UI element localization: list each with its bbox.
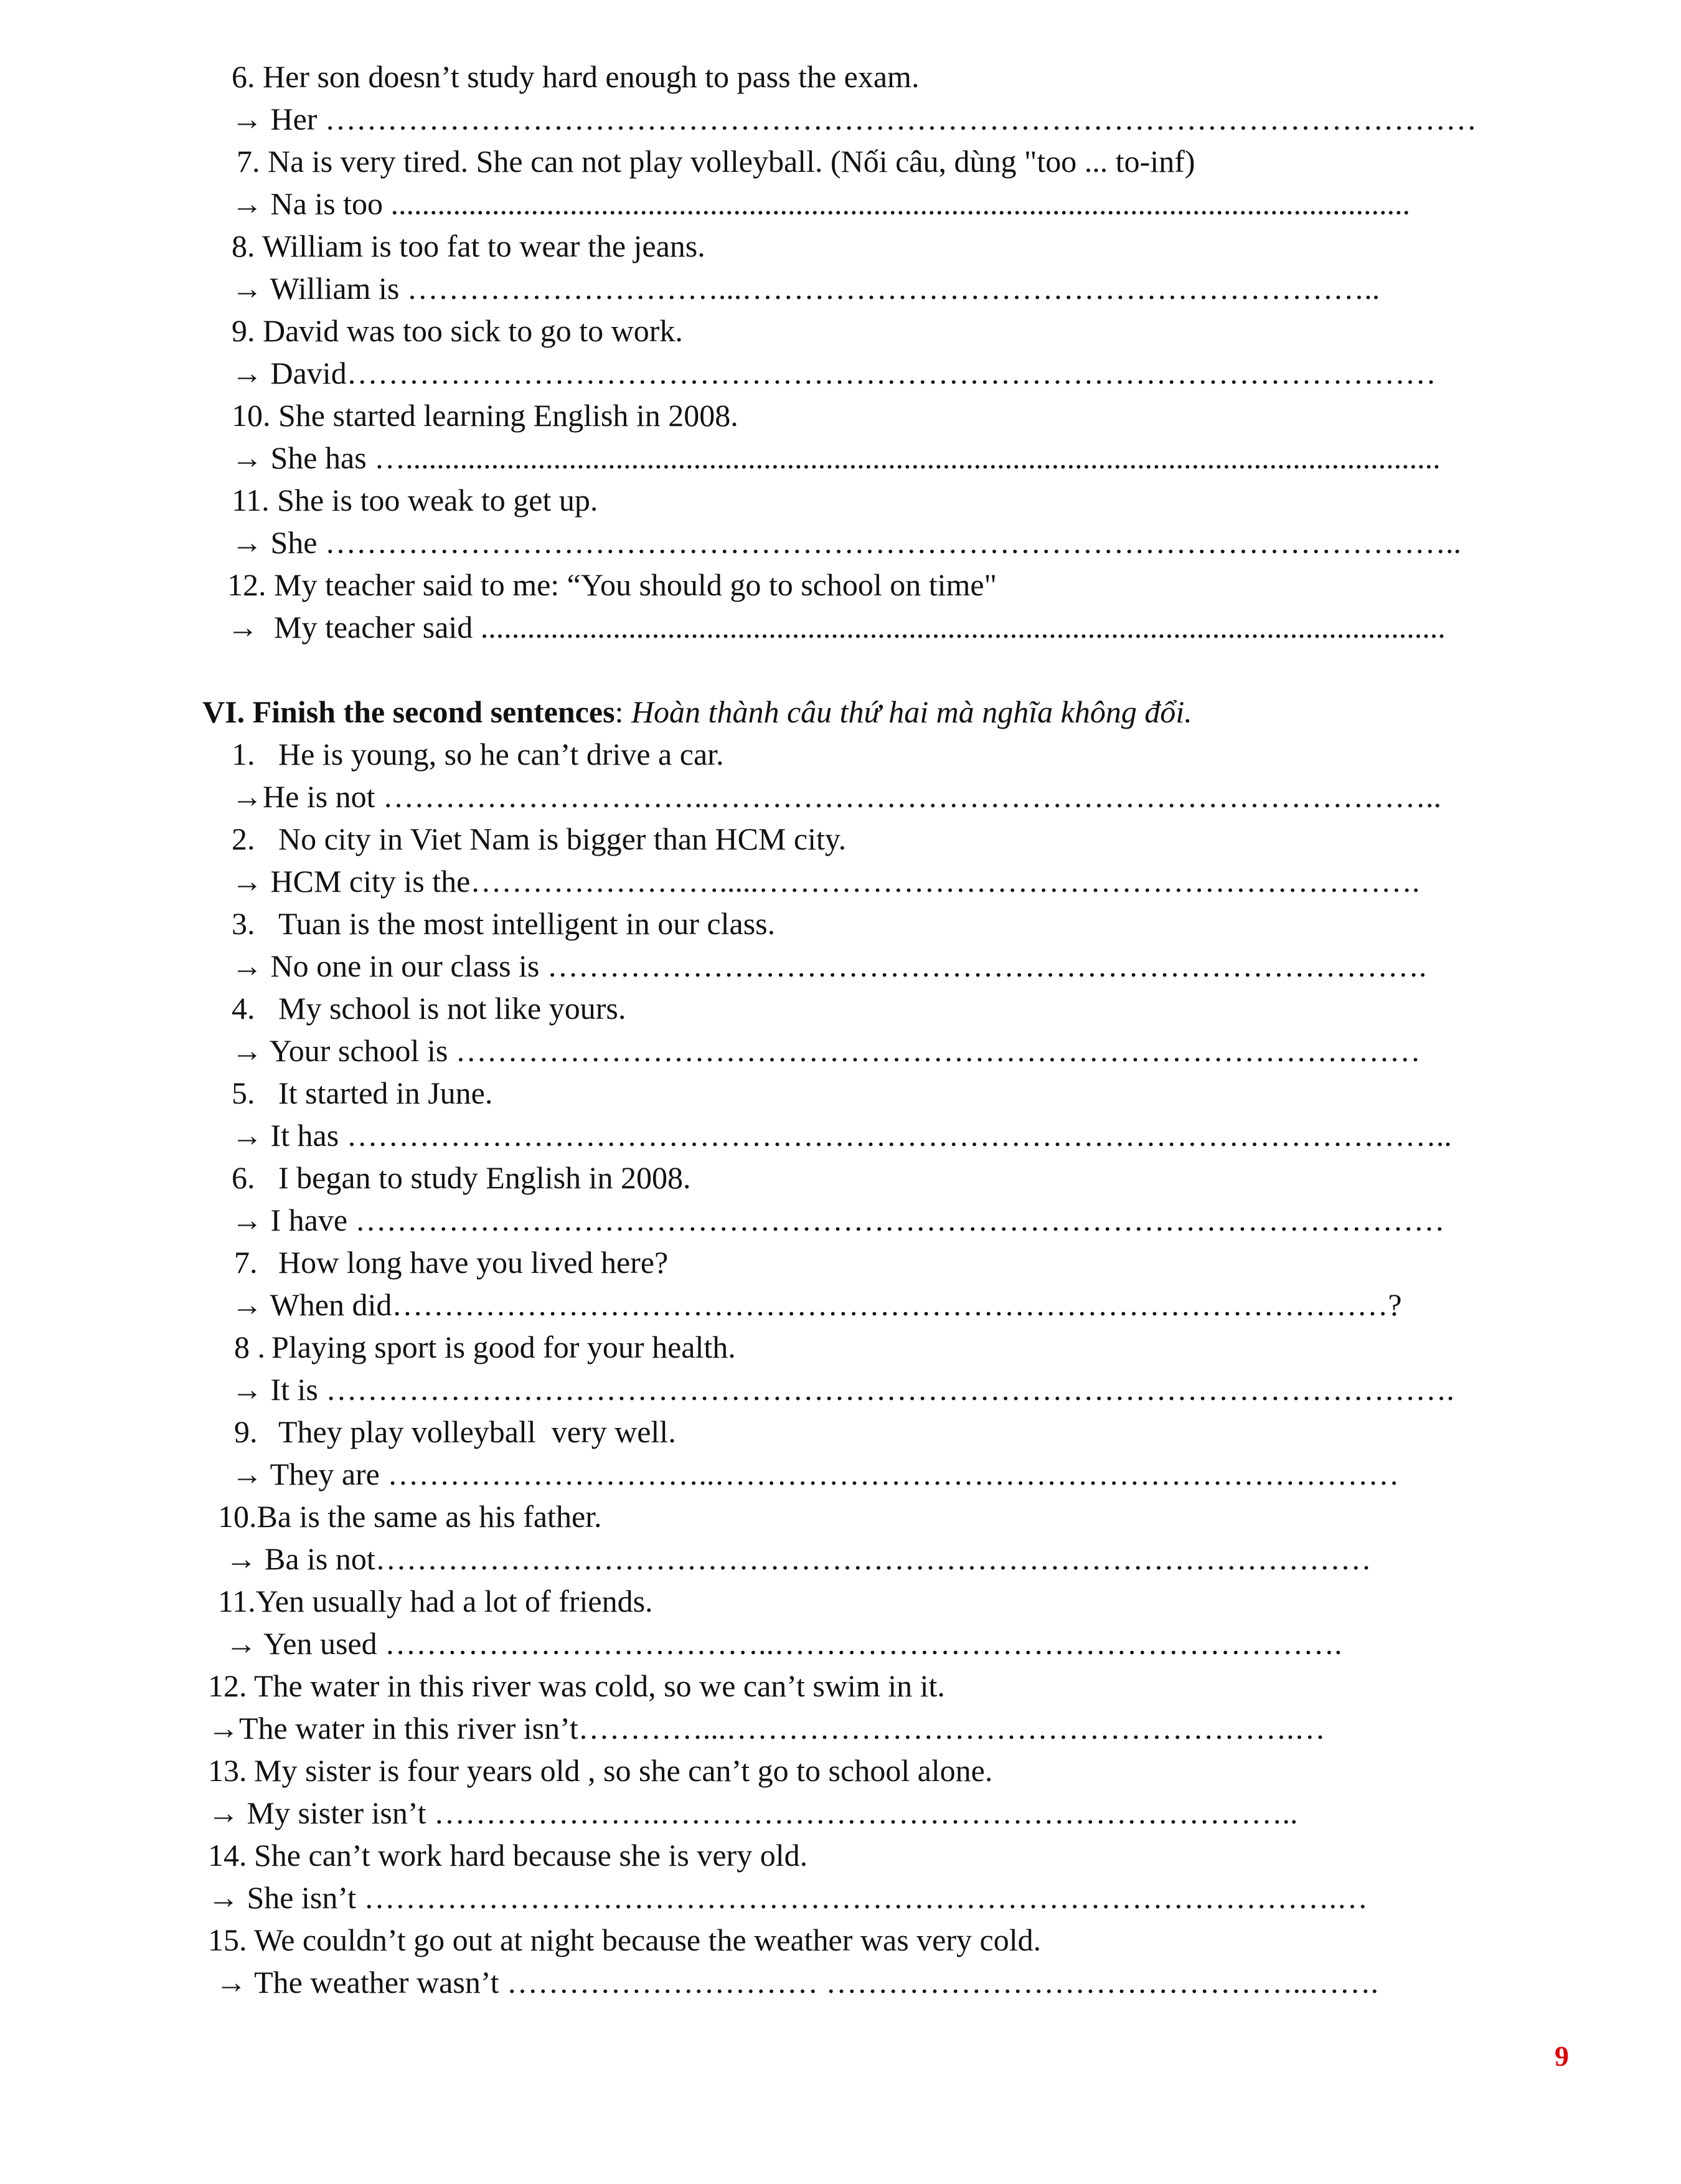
exercise-question: 6. Her son doesn’t study hard enough to pass the exam. (232, 59, 920, 94)
exercise-question (232, 990, 626, 1027)
exercise-question (218, 1582, 653, 1620)
exercise-question (208, 1837, 808, 1874)
page-number: 9 (1555, 2040, 1569, 2072)
exercise-question: 7. Na is very tired. She can not play volleyball. (Nối câu, dùng "too ... to-inf) (237, 144, 1195, 179)
question-number: 11. (218, 1584, 256, 1619)
exercise-question (232, 1074, 492, 1112)
exercise-question: 12. My teacher said to me: “You should go to school on time" (227, 567, 997, 602)
exercise-question: 11. She is too weak to get up. (232, 483, 598, 518)
question-text: My school is not like yours. (278, 991, 626, 1026)
answer-line: → When did……………………………………………………………………………………? (232, 1287, 1402, 1322)
exercise-question (232, 905, 775, 942)
exercise-question: 9. David was too sick to go to work. (232, 313, 683, 348)
question-number: 4. (232, 991, 255, 1026)
question-number: 10. (218, 1499, 257, 1534)
question-number: 1. (232, 737, 255, 772)
answer-line: → No one in our class is …………………………………………………………………………. (232, 948, 1427, 983)
question-text: My sister is four years old , so she can’t go to school alone. (254, 1753, 993, 1788)
section-separator: : (614, 694, 631, 729)
section-instruction: Hoàn thành câu thứ hai mà nghĩa không đổi. (631, 694, 1192, 729)
answer-line: → David…………………………………………………………………………………………… (232, 356, 1436, 390)
answer-line: → Ba is not…………………………………………………………………………………… (218, 1541, 1372, 1576)
exercise-question (208, 1667, 945, 1704)
question-text: No city in Viet Nam is bigger than HCM city. (278, 821, 847, 856)
answer-line: → She isn’t ………………………………………………………………………………….… (208, 1880, 1368, 1915)
answer-line: → Her ………………………………………………………………………………………………… (232, 102, 1477, 136)
question-text: Playing sport is good for your health. (271, 1330, 736, 1364)
exercise-question (208, 1921, 1041, 1959)
question-number: 5. (232, 1075, 255, 1110)
question-number: 3. (232, 906, 255, 941)
answer-line: → Yen used ………………………………..………………………………………………. (218, 1626, 1342, 1661)
question-text: He is young, so he can’t drive a car. (278, 737, 724, 772)
answer-line: → HCM city is the…………………….....………………………………………………………. (232, 864, 1420, 899)
exercise-question (234, 1328, 736, 1366)
question-text: She can’t work hard because she is very old. (254, 1838, 808, 1873)
section-heading (202, 693, 1192, 730)
answer-line: → They are …………………………..………………………………………………………… (232, 1457, 1400, 1491)
question-number: 7. (234, 1245, 258, 1280)
question-text: Tuan is the most intelligent in our class. (278, 906, 776, 941)
question-number: 15. (208, 1922, 247, 1957)
question-number: 8 . (234, 1330, 265, 1364)
exercise-question: 8. William is too fat to wear the jeans. (232, 229, 705, 263)
exercise-question: 10. She started learning English in 2008. (232, 398, 738, 433)
question-text: How long have you lived here? (278, 1245, 669, 1280)
answer-line: → Your school is ………………………………………………………………………………… (232, 1033, 1421, 1068)
section-title: VI. Finish the second sentences (202, 694, 615, 729)
question-number: 13. (208, 1753, 247, 1788)
answer-line: → It has …………………………………………………………………………………………….. (232, 1118, 1452, 1153)
question-number: 12. (208, 1668, 247, 1703)
exercise-question (208, 1752, 992, 1789)
answer-line: → My sister isn’t ………………….…………………………………………………….. (208, 1795, 1298, 1830)
exercise-question (234, 1244, 668, 1281)
exercise-question (234, 1413, 676, 1450)
answer-line: → She ……………………………………………………………………………………………….. (232, 525, 1461, 560)
question-text: The water in this river was cold, so we can’t swim in it. (254, 1668, 945, 1703)
exercise-question (232, 735, 724, 773)
question-text: Ba is the same as his father. (257, 1499, 602, 1534)
answer-line: → It is ………………………………………………………………………………………………. (232, 1372, 1454, 1407)
question-text: They play volleyball very well. (278, 1414, 676, 1449)
exercise-question (232, 1159, 690, 1196)
question-text: We couldn’t go out at night because the weather was very cold. (254, 1922, 1042, 1957)
answer-line: → I have …………………………………………………………………………………………… (232, 1203, 1445, 1237)
answer-line: →The water in this river isn’t…………...……………………………………………….… (208, 1711, 1325, 1746)
exercise-question (232, 820, 846, 858)
question-text: Yen usually had a lot of friends. (255, 1584, 653, 1619)
question-number: 14. (208, 1838, 247, 1873)
answer-line: → William is …………………………...…………………………………………………….. (232, 271, 1380, 306)
question-number: 9. (234, 1414, 258, 1449)
question-text: It started in June. (278, 1075, 493, 1110)
answer-line: → She has …..................................................................................................................................... (232, 440, 1441, 475)
question-text: I began to study English in 2008. (278, 1160, 691, 1195)
question-number: 6. (232, 1160, 255, 1195)
exercise-question (218, 1498, 602, 1535)
answer-line: →He is not …………………………..…………………………………………………………….. (232, 779, 1442, 814)
answer-line: → The weather wasn’t ………………………… ………………………………………..……. (208, 1965, 1378, 2000)
question-number: 2. (232, 821, 255, 856)
answer-line: → My teacher said ............................................................................................................................ (227, 610, 1446, 645)
answer-line: → Na is too ................................................................................................................................... (232, 186, 1411, 221)
